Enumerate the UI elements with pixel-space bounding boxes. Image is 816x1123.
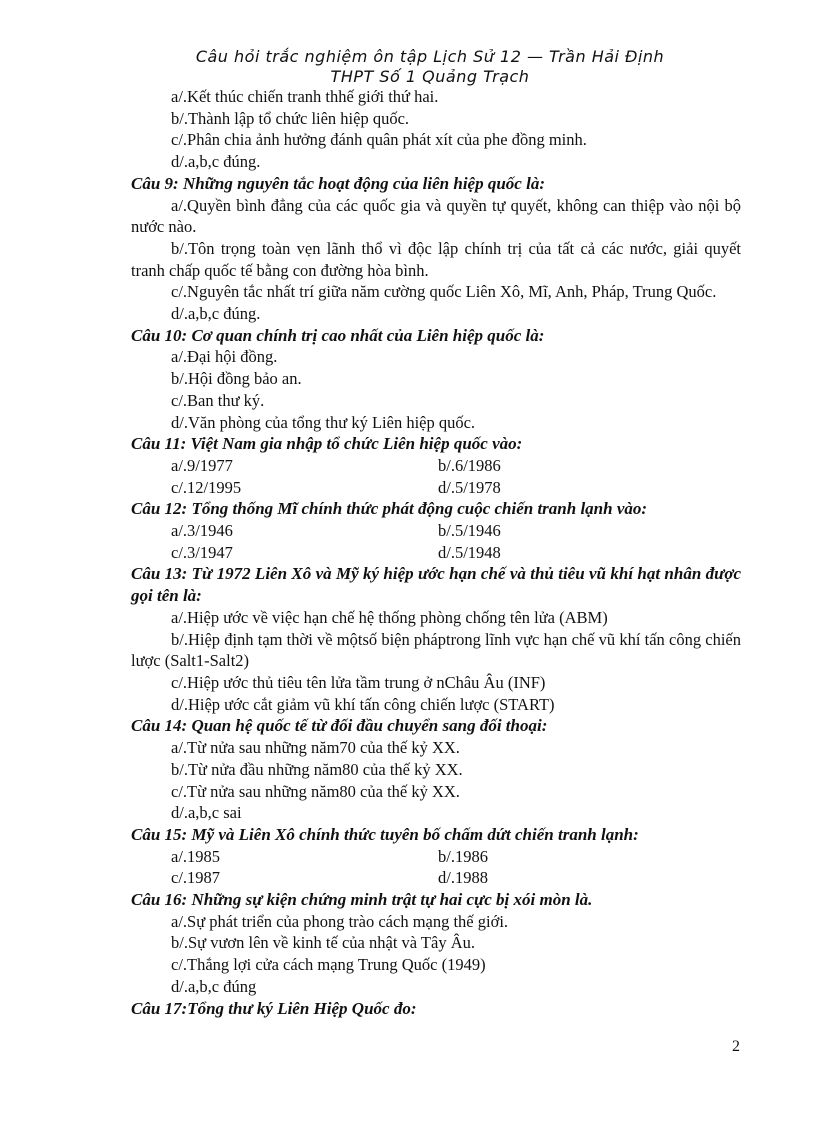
answer-row <box>131 520 741 542</box>
page-header-title: Câu hỏi trắc nghiệm ôn tập Lịch Sử 12 — Trần Hải Định <box>195 47 665 66</box>
answer-option: c/.Từ nửa sau những năm80 của thế kỷ XX. <box>171 781 460 801</box>
answer-option: d/.a,b,c đúng. <box>171 152 261 172</box>
answer-option: c/.3/1947 <box>171 542 233 562</box>
answer-option: b/.5/1946 <box>438 521 501 541</box>
answer-option: a/.Từ nửa sau những năm70 của thế kỷ XX. <box>171 738 460 758</box>
answer-option: c/.12/1995 <box>171 477 242 497</box>
answer-option: a/.Hiệp ước về việc hạn chế hệ thống phòng chống tên lửa (ABM) <box>171 607 608 627</box>
answer-option: d/.a,b,c đúng <box>171 976 257 996</box>
answer-option: b/.Hội đồng bảo an. <box>171 369 302 389</box>
answer-option: b/.Từ nửa đầu những năm80 của thế kỷ XX. <box>171 759 463 779</box>
answer-option: c/.Thắng lợi cửa cách mạng Trung Quốc (1949) <box>171 955 486 975</box>
answer-row <box>131 867 741 889</box>
answer-option: d/.1988 <box>438 868 488 888</box>
answer-option: b/.Sự vươn lên về kinh tế của nhật và Tây Âu. <box>171 933 475 953</box>
answer-option: b/.Hiệp định tạm thời về mộtsố biện pháptrong lĩnh vực hạn chế vũ khí tấn công chiến lược (Salt1-Salt2) <box>131 629 741 671</box>
question-17: Câu 17:Tổng thư ký Liên Hiệp Quốc đo: <box>131 998 417 1018</box>
answer-option: a/.3/1946 <box>171 521 233 541</box>
answer-option: d/.a,b,c đúng. <box>171 304 261 324</box>
answer-option: d/.Hiệp ước cắt giảm vũ khí tấn công chiến lược (START) <box>171 694 555 714</box>
answer-option: a/.Kết thúc chiến tranh thhế giới thứ hai. <box>171 87 439 106</box>
answer-row <box>131 846 741 868</box>
answer-option: d/.a,b,c sai <box>171 803 242 823</box>
answer-option: b/.Tôn trọng toàn vẹn lãnh thổ vì độc lập chính trị của tất cả các nước, giải quyết tranh chấp quốc tế bằng con đường hòa bình. <box>131 238 741 280</box>
answer-option: c/.1987 <box>171 868 221 888</box>
question-9: Câu 9: Những nguyên tắc hoạt động của liên hiệp quốc là: <box>131 173 545 193</box>
question-10: Câu 10: Cơ quan chính trị cao nhất của Liên hiệp quốc là: <box>131 325 545 345</box>
page-header-school: THPT Số 1 Quảng Trạch <box>330 67 530 86</box>
answer-row <box>131 542 741 564</box>
answer-option: d/.Văn phòng của tổng thư ký Liên hiệp quốc. <box>171 412 476 432</box>
answer-option: b/.6/1986 <box>438 455 501 475</box>
question-11: Câu 11: Việt Nam gia nhập tổ chức Liên hiệp quốc vào: <box>131 434 523 454</box>
answer-option: a/.Quyền bình đẳng của các quốc gia và quyền tự quyết, không can thiệp vào nội bộ nước nào. <box>131 195 741 237</box>
answer-row <box>131 455 741 477</box>
answer-option: d/.5/1978 <box>438 477 501 497</box>
question-13: Câu 13: Từ 1972 Liên Xô và Mỹ ký hiệp ước hạn chế và thủ tiêu vũ khí hạt nhân được gọi tên là: <box>131 564 741 606</box>
question-12: Câu 12: Tổng thống Mĩ chính thức phát động cuộc chiến tranh lạnh vào: <box>131 499 648 519</box>
answer-option: d/.5/1948 <box>438 542 501 562</box>
answer-option: c/.Hiệp ước thủ tiêu tên lửa tầm trung ở nChâu Âu (INF) <box>171 672 546 692</box>
answer-option: a/.9/1977 <box>171 455 233 475</box>
answer-option: c/.Nguyên tắc nhất trí giữa năm cường quốc Liên Xô, Mĩ, Anh, Pháp, Trung Quốc. <box>171 282 717 302</box>
answer-option: c/.Phân chia ảnh hưởng đánh quân phát xít của phe đồng minh. <box>171 130 587 150</box>
question-15: Câu 15: Mỹ và Liên Xô chính thức tuyên bố chấm dứt chiến tranh lạnh: <box>131 824 639 844</box>
document-body <box>131 86 741 1019</box>
answer-option: b/.1986 <box>438 846 488 866</box>
answer-option: a/.Đại hội đồng. <box>171 347 278 367</box>
answer-option: a/.1985 <box>171 846 221 866</box>
question-16: Câu 16: Những sự kiện chứng minh trật tự hai cực bị xói mòn là. <box>131 890 593 910</box>
question-14: Câu 14: Quan hệ quốc tế từ đối đầu chuyển sang đối thoại: <box>131 716 548 736</box>
answer-option: c/.Ban thư ký. <box>171 390 265 410</box>
answer-row <box>131 477 741 499</box>
answer-option: b/.Thành lập tổ chức liên hiệp quốc. <box>171 108 410 128</box>
page-number: 2 <box>732 1038 740 1055</box>
answer-option: a/.Sự phát triển của phong trào cách mạng thế giới. <box>171 911 509 931</box>
